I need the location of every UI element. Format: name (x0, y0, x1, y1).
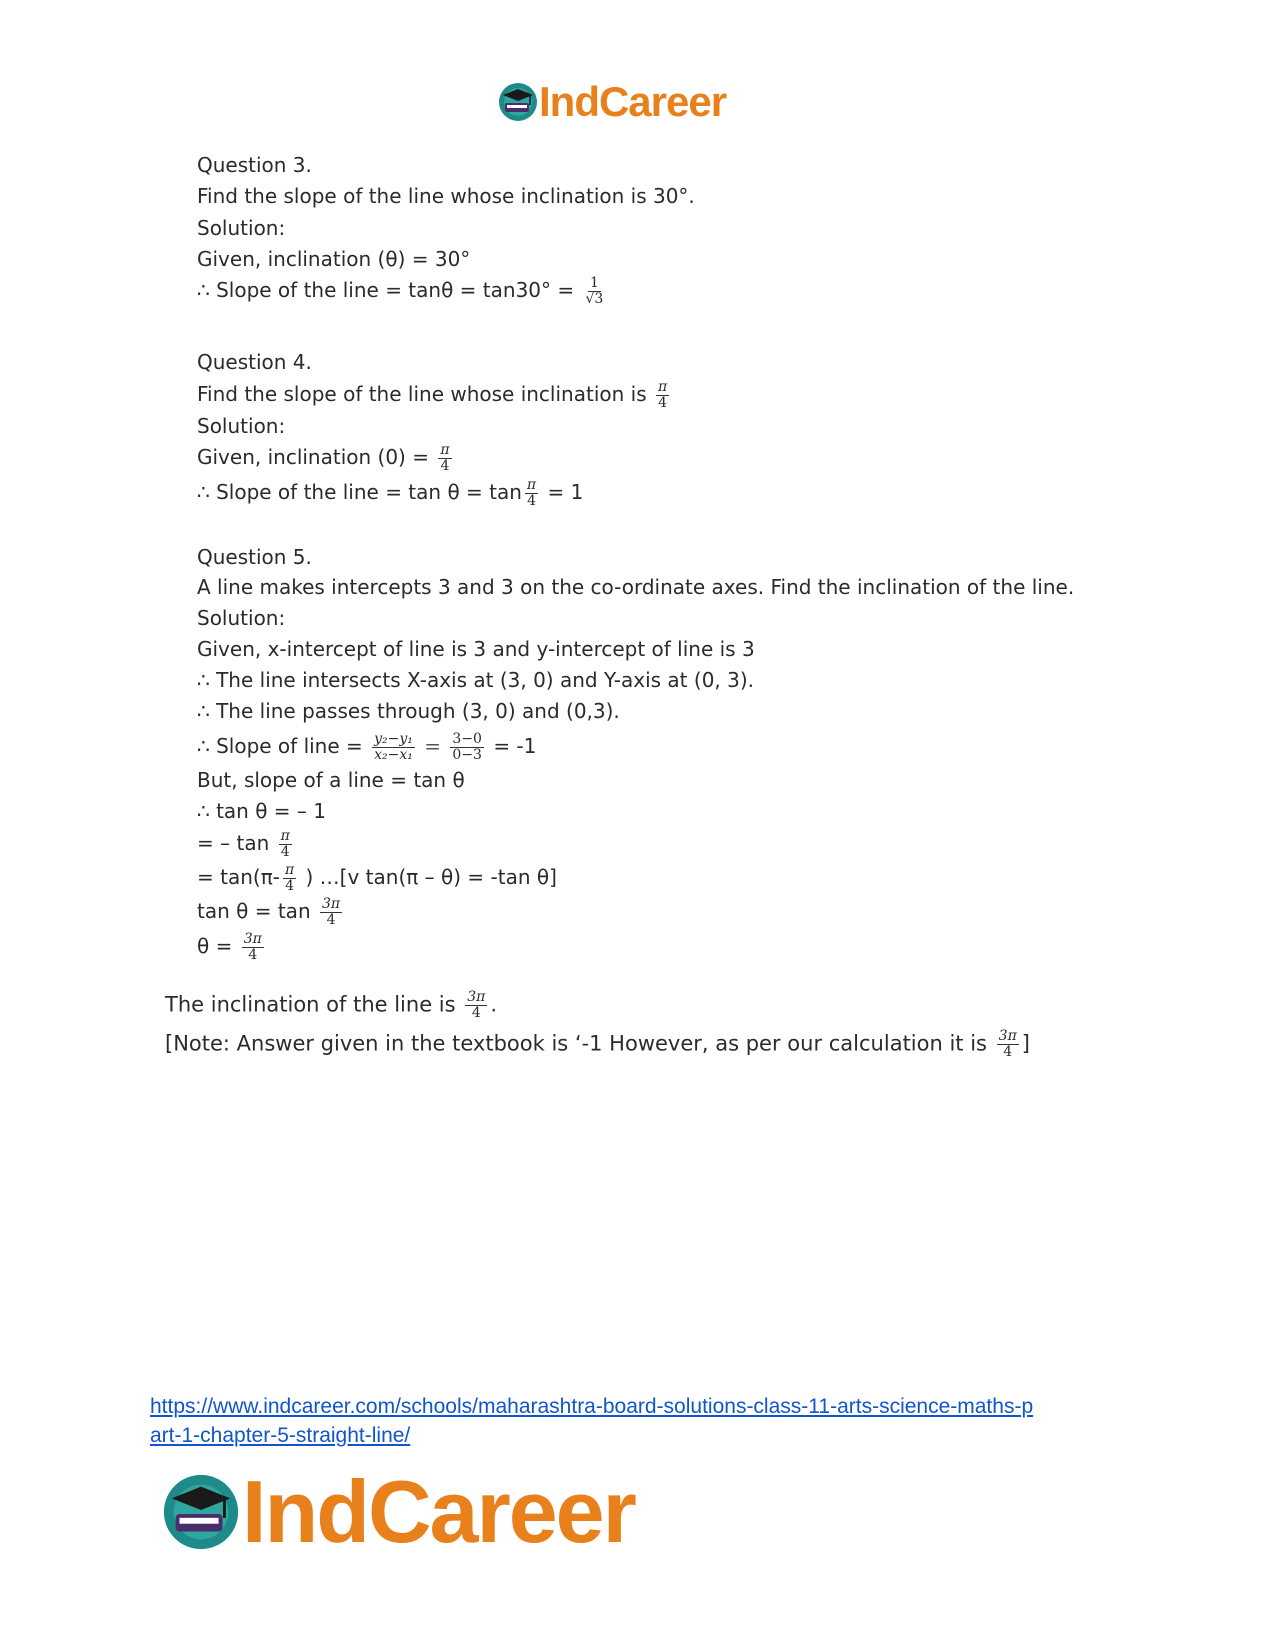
fraction-numerator: y₂−y₁ (374, 731, 413, 747)
fraction-denominator: 4 (248, 947, 258, 963)
question-3-given: Given, inclination (θ) = 30° (197, 247, 471, 271)
fraction-numerator: π (440, 442, 450, 458)
fraction-numerator: π (526, 477, 537, 493)
question-5-prompt: A line makes intercepts 3 and 3 on the co-ordinate axes. Find the inclination of the line. (197, 575, 1075, 599)
fraction-denominator: 4 (527, 493, 536, 509)
header-logo (497, 78, 726, 126)
fraction (656, 380, 669, 411)
question-3-title: Question 3. (197, 153, 312, 177)
question-5-step-2: ∴ The line passes through (3, 0) and (0,3). (197, 699, 620, 723)
fraction-numerator: 3π (467, 989, 486, 1005)
fraction-numerator: 1 (589, 275, 599, 291)
fraction (242, 932, 264, 963)
conclusion-end: . (490, 992, 498, 1017)
question-5-step-6 (197, 829, 295, 860)
question-4-title: Question 4. (197, 350, 312, 374)
fraction (283, 863, 296, 894)
question-5-given: Given, x-intercept of line is 3 and y-intercept of line is 3 (197, 637, 755, 661)
fraction (997, 1029, 1019, 1060)
fraction (465, 990, 487, 1021)
step-text: θ = (197, 934, 233, 958)
slope-text: ∴ Slope of the line = tan θ = tan (197, 480, 522, 504)
footer-logo-text: IndCareer (242, 1462, 635, 1561)
fraction (584, 276, 606, 307)
conclusion-text: The inclination of the line is (165, 992, 456, 1017)
step-rest: ) …[v tan(π – θ) = -tan θ] (305, 865, 557, 889)
question-5-solution-label: Solution: (197, 606, 286, 630)
slope-text: ∴ Slope of the line = tanθ = tan30° = (197, 278, 575, 302)
given-text: Given, inclination (0) = (197, 445, 429, 469)
fraction-denominator: 4 (280, 844, 290, 860)
fraction-numerator: 3−0 (452, 731, 482, 747)
question-5-step-1: ∴ The line intersects X-axis at (3, 0) and Y-axis at (0, 3). (197, 668, 755, 692)
slope-result: = 1 (547, 480, 584, 504)
footer-logo (160, 1462, 635, 1562)
fraction-denominator: 4 (285, 878, 295, 894)
step-text: tan θ = tan (197, 899, 311, 923)
fraction (438, 443, 451, 474)
step-result: = -1 (493, 734, 537, 758)
graduation-cap-book-icon (497, 81, 539, 123)
fraction-numerator: 3π (998, 1028, 1017, 1044)
question-3-slope (197, 276, 608, 307)
step-text: ∴ Slope of line = (197, 734, 363, 758)
fraction-numerator: π (284, 862, 295, 878)
question-5-step-8 (197, 897, 345, 928)
note (165, 1029, 1030, 1060)
fraction-denominator: 4 (658, 395, 668, 411)
fraction-denominator: 4 (471, 1005, 481, 1021)
question-5-title: Question 5. (197, 545, 312, 569)
fraction-denominator: 4 (326, 912, 336, 928)
fraction-denominator: x₂−x₁ (374, 747, 413, 763)
note-end: ] (1021, 1031, 1030, 1056)
footer-link-line-2[interactable]: art-1-chapter-5-straight-line/ (150, 1424, 411, 1447)
equals-sign: = (424, 734, 442, 758)
question-5-step-7 (197, 863, 557, 894)
question-5-step-9 (197, 932, 267, 963)
fraction-denominator: 4 (1003, 1044, 1013, 1060)
prompt-text: Find the slope of the line whose inclination is (197, 382, 647, 406)
question-4-given (197, 443, 455, 474)
step-text: = – tan (197, 831, 270, 855)
question-3-prompt: Find the slope of the line whose inclination is 30°. (197, 184, 695, 208)
fraction-numerator: 3π (243, 931, 262, 947)
fraction-numerator: 3π (321, 896, 341, 912)
fraction (320, 897, 342, 928)
fraction-numerator: π (657, 379, 668, 395)
fraction (525, 478, 538, 509)
question-4-solution-label: Solution: (197, 414, 286, 438)
question-5-step-4: But, slope of a line = tan θ (197, 768, 465, 792)
question-3-solution-label: Solution: (197, 216, 286, 240)
graduation-cap-book-icon (160, 1471, 242, 1553)
question-5-step-3 (197, 732, 536, 763)
header-logo-text: IndCareer (539, 78, 727, 125)
step-text: = tan(π- (197, 865, 280, 889)
fraction (372, 732, 415, 763)
question-5-step-5: ∴ tan θ = – 1 (197, 799, 327, 823)
footer-link-line-1[interactable]: https://www.indcareer.com/schools/maharashtra-board-solutions-class-11-arts-science-maths-p (150, 1395, 1034, 1418)
conclusion (165, 990, 497, 1021)
fraction-numerator: π (280, 828, 290, 844)
question-4-slope (197, 478, 583, 509)
fraction (450, 732, 484, 763)
question-4-prompt (197, 380, 672, 411)
fraction-denominator: 4 (440, 458, 450, 474)
fraction (279, 829, 292, 860)
fraction-denominator: 0−3 (452, 747, 482, 763)
note-text: [Note: Answer given in the textbook is ‘-1 However, as per our calculation it is (165, 1031, 987, 1056)
fraction-denominator: √3 (585, 291, 604, 307)
